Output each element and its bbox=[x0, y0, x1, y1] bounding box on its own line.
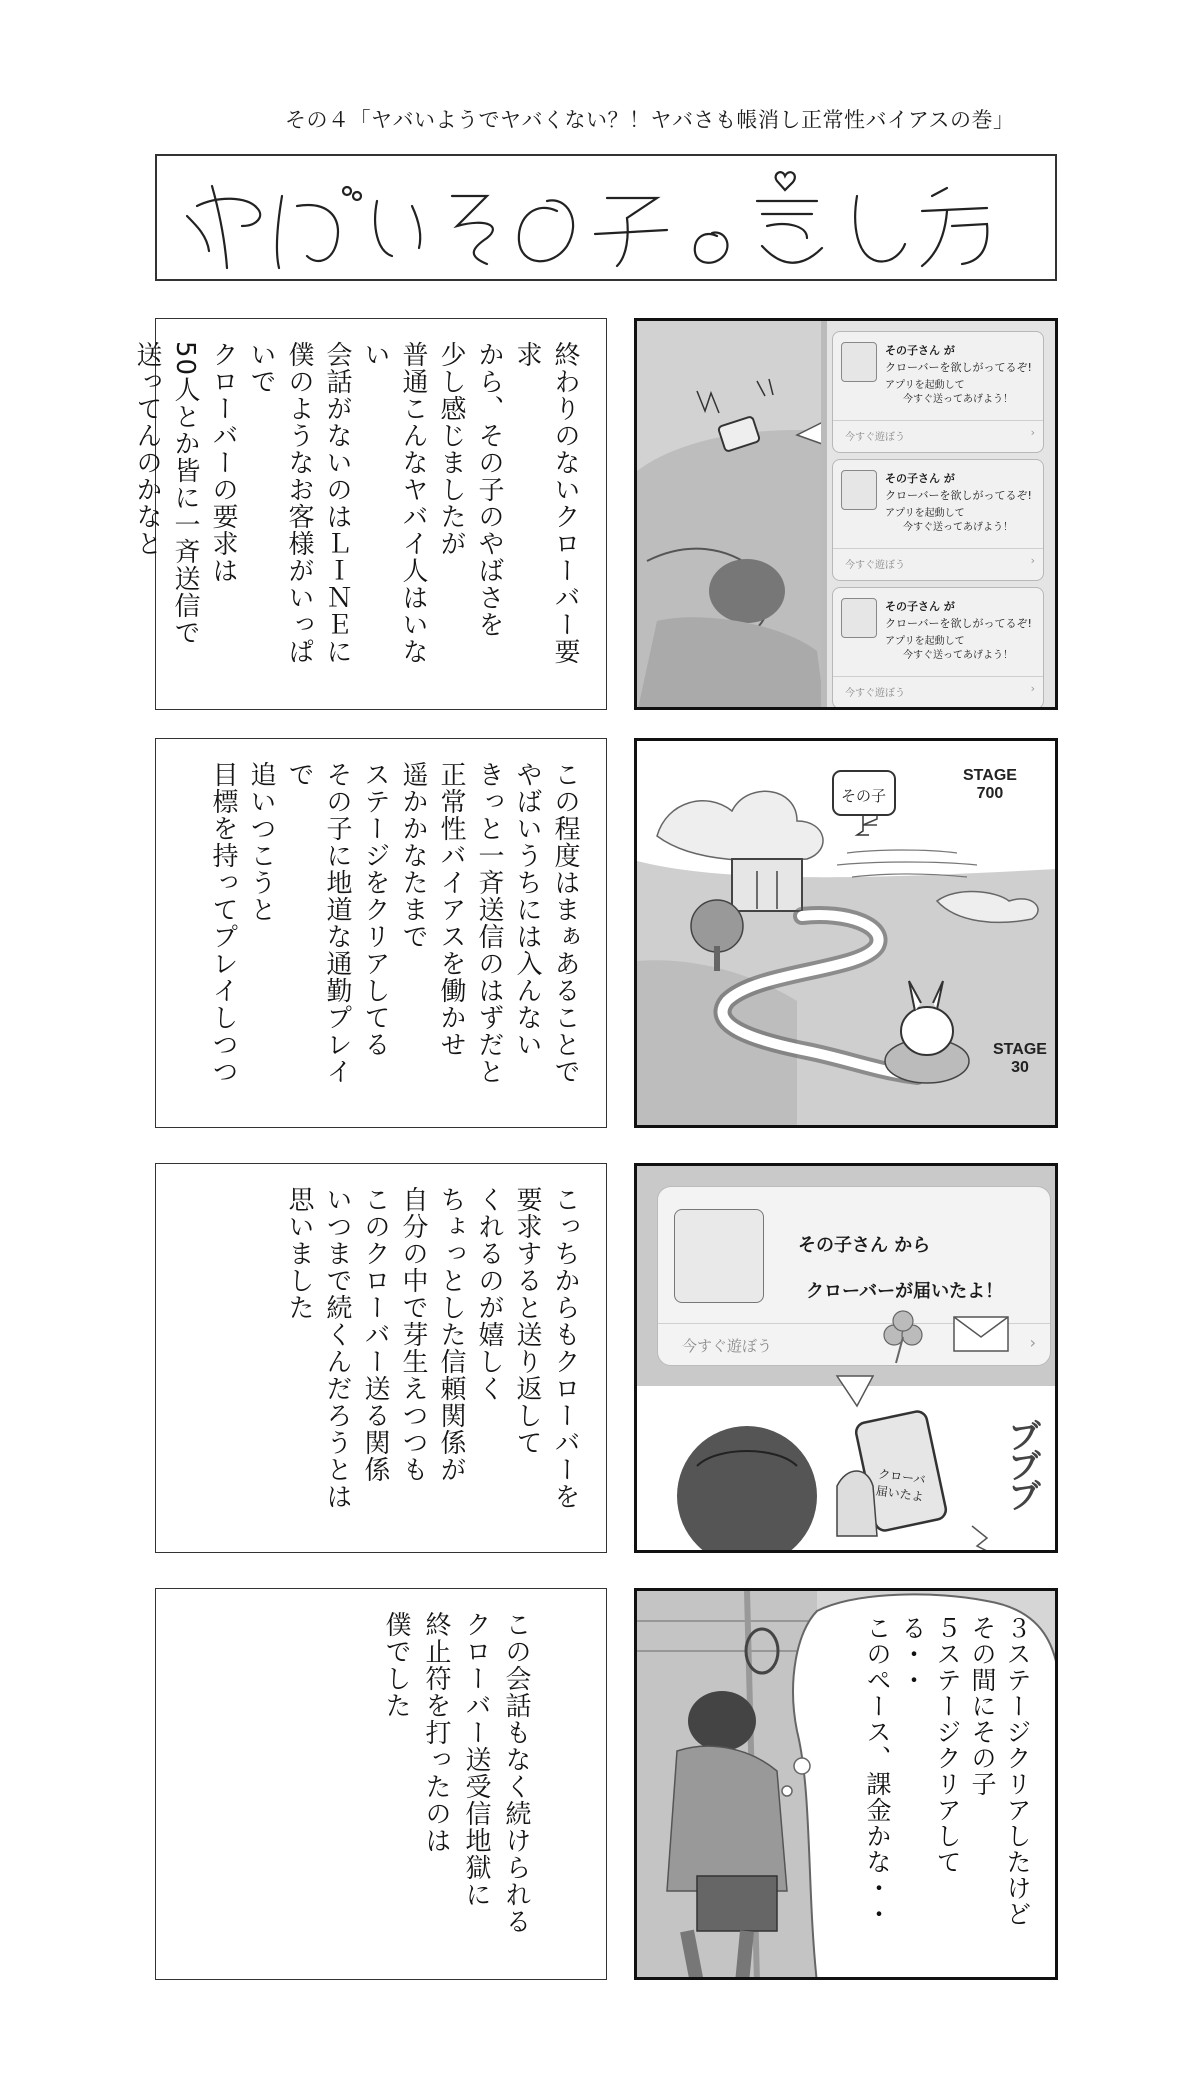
chevron-right-icon: › bbox=[1030, 554, 1035, 567]
notification-message: クローバーが届いたよ！ bbox=[806, 1281, 1004, 1302]
play-now-link: 今すぐ遊ぼう bbox=[845, 688, 905, 699]
comic-panel-4 bbox=[634, 1588, 1058, 1980]
notification-sub-2: 今すぐ送ってあげよう！ bbox=[903, 522, 1013, 533]
notification-decor bbox=[658, 1187, 1052, 1367]
play-now-link: 今すぐ遊ぼう bbox=[845, 432, 905, 443]
rabbit-character bbox=[901, 1007, 953, 1055]
cloud-left bbox=[657, 791, 823, 860]
notification-sub-2: 今すぐ送ってあげよう！ bbox=[903, 650, 1013, 661]
person-head bbox=[677, 1426, 817, 1553]
commuter-body bbox=[667, 1746, 787, 1891]
stage-near-label: STAGE 30 bbox=[993, 1041, 1047, 1076]
episode-subtitle: その４「ヤバいようでヤバくない？！ヤバさも帳消し正常性バイアスの巻」 bbox=[285, 108, 1015, 132]
title-logo-art bbox=[157, 156, 1059, 283]
rabbit-avatar-icon bbox=[841, 598, 877, 638]
stage-far-label: STAGE 700 bbox=[963, 767, 1017, 802]
tree bbox=[691, 900, 743, 952]
notification-card-3 bbox=[832, 587, 1044, 709]
comic-panel-2 bbox=[634, 738, 1058, 1128]
phone-screen-text: クローバ 届いたよ bbox=[875, 1466, 927, 1505]
clover-icon bbox=[884, 1311, 922, 1363]
commuter-head bbox=[688, 1691, 756, 1751]
notification-sub-1: アプリを起動して bbox=[885, 508, 965, 519]
narration-text-2: この程度はまぁあることで やばいうちには入んない きっと一斉送信のはずだと 正常性バイアスを働かせ 遥かかなたまで ステージをクリアしてる その子に地道な通勤プレイで 追いつこうと 目標を持ってプレイしつつ bbox=[208, 761, 580, 1085]
chevron-right-icon: › bbox=[1029, 1333, 1036, 1352]
narration-box-4 bbox=[155, 1588, 607, 1980]
notification-message: クローバーを欲しがってるぞ! bbox=[885, 361, 1032, 374]
narration-text-1: 終わりのないクローバー要求 から、その子のやばさを 少し感じましたが 普通こんなヤバイ人はいない 会話がないのはＬＩＮＥに 僕のようなお客様がいっぱいで クローバーの要求は 50人とか皆に一斉送信で 送ってんのかなと bbox=[132, 341, 580, 665]
notification-sub-1: アプリを起動して bbox=[885, 636, 965, 647]
vibration-sound-effect: ブブブ bbox=[1001, 1418, 1041, 1508]
play-now-link: 今すぐ遊ぼう bbox=[682, 1337, 773, 1355]
notification-card-2 bbox=[832, 459, 1044, 581]
notification-sub-1: アプリを起動して bbox=[885, 380, 965, 391]
chevron-right-icon: › bbox=[1030, 682, 1035, 695]
notification-sender: その子さん が bbox=[885, 344, 955, 357]
notification-sender: その子さん が bbox=[885, 472, 955, 485]
narration-text-3: こっちからもクローバーを 要求すると送り返して くれるのが嬉しく ちょっとした信頼関係が 自分の中で芽生えつつも このクローバー送る関係 いつまで続くんだろうとは 思いました bbox=[284, 1186, 580, 1510]
notification-card-1 bbox=[832, 331, 1044, 453]
rabbit-avatar-icon bbox=[841, 470, 877, 510]
envelope-icon bbox=[954, 1317, 1008, 1351]
house bbox=[732, 859, 802, 911]
narration-box-2 bbox=[155, 738, 607, 1128]
comic-panel-1 bbox=[634, 318, 1058, 710]
rabbit-avatar-icon bbox=[841, 342, 877, 382]
series-title-logo bbox=[155, 154, 1057, 281]
notification-sub-2: 今すぐ送ってあげよう！ bbox=[903, 394, 1013, 405]
chevron-right-icon: › bbox=[1030, 426, 1035, 439]
play-now-link: 今すぐ遊ぼう bbox=[845, 560, 905, 571]
narration-box-3 bbox=[155, 1163, 607, 1553]
commuter-bag bbox=[697, 1876, 777, 1931]
narration-box-1 bbox=[132, 318, 607, 710]
notification-message: クローバーを欲しがってるぞ! bbox=[885, 617, 1032, 630]
narration-text-4: この会話もなく続けられる クローバー送受信地獄に 終止符を打ったのは 僕でした bbox=[381, 1611, 531, 1935]
notification-sender: その子さん が bbox=[885, 600, 955, 613]
clover-received-notification bbox=[657, 1186, 1051, 1366]
sleeping-head bbox=[709, 559, 785, 623]
comic-panel-3 bbox=[634, 1163, 1058, 1553]
thought-text: ３ステージクリアしたけど その間にその子 ５ステージクリアしてる・・ このペース、課金かな・・ bbox=[863, 1615, 1032, 1927]
notification-sender: その子さん から bbox=[798, 1235, 931, 1256]
notification-message: クローバーを欲しがってるぞ! bbox=[885, 489, 1032, 502]
sign-label: その子 bbox=[841, 788, 887, 805]
